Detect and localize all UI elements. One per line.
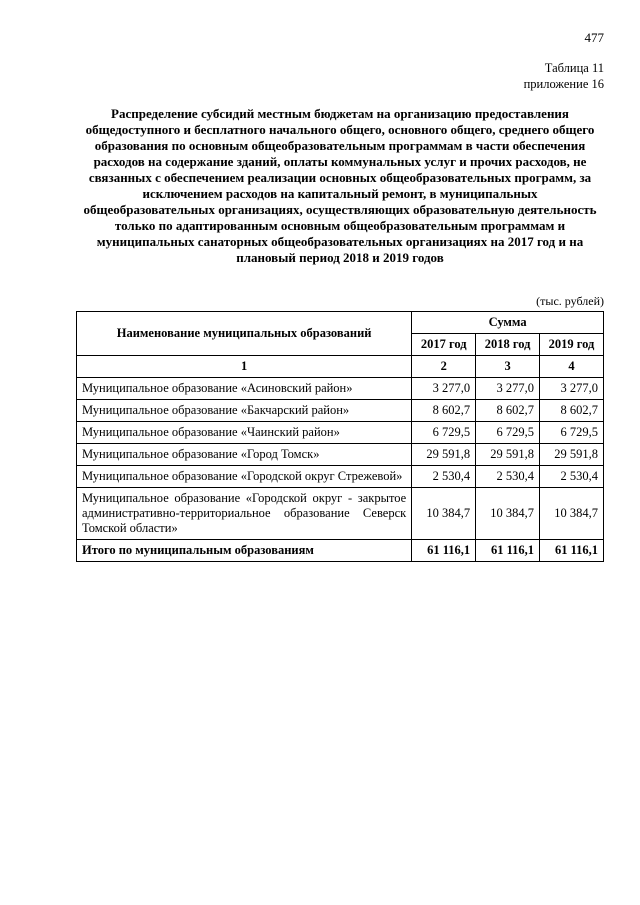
table-row bbox=[77, 488, 604, 540]
col-number-3: 3 bbox=[476, 356, 540, 378]
value-2018: 10 384,7 bbox=[476, 488, 540, 540]
document-labels bbox=[76, 60, 604, 92]
value-2019: 10 384,7 bbox=[540, 488, 604, 540]
total-row bbox=[77, 540, 604, 562]
page-number: 477 bbox=[584, 30, 604, 45]
municipality-name: Муниципальное образование «Бакчарский район» bbox=[77, 400, 412, 422]
value-2017: 8 602,7 bbox=[412, 400, 476, 422]
value-2018: 3 277,0 bbox=[476, 378, 540, 400]
total-label: Итого по муниципальным образованиям bbox=[77, 540, 412, 562]
table-row bbox=[77, 400, 604, 422]
municipality-name: Муниципальное образование «Городской округ - закрытое административно-территориальное образование Северск Томской области» bbox=[77, 488, 412, 540]
sum-column-header: Сумма bbox=[412, 312, 604, 334]
value-2017: 29 591,8 bbox=[412, 444, 476, 466]
value-2017: 10 384,7 bbox=[412, 488, 476, 540]
value-2017: 2 530,4 bbox=[412, 466, 476, 488]
table-row bbox=[77, 378, 604, 400]
col-number-1: 1 bbox=[77, 356, 412, 378]
value-2019: 3 277,0 bbox=[540, 378, 604, 400]
municipality-name: Муниципальное образование «Асиновский район» bbox=[77, 378, 412, 400]
table-label: Таблица 11 bbox=[544, 61, 604, 75]
value-2017: 6 729,5 bbox=[412, 422, 476, 444]
value-2019: 8 602,7 bbox=[540, 400, 604, 422]
total-2019: 61 116,1 bbox=[540, 540, 604, 562]
value-2018: 6 729,5 bbox=[476, 422, 540, 444]
subsidy-table bbox=[76, 311, 604, 562]
units-note: (тыс. рублей) bbox=[536, 294, 604, 308]
value-2017: 3 277,0 bbox=[412, 378, 476, 400]
total-2018: 61 116,1 bbox=[476, 540, 540, 562]
table-row bbox=[77, 444, 604, 466]
value-2019: 2 530,4 bbox=[540, 466, 604, 488]
municipality-name: Муниципальное образование «Городской округ Стрежевой» bbox=[77, 466, 412, 488]
appendix-label: приложение 16 bbox=[523, 77, 604, 91]
col-number-2: 2 bbox=[412, 356, 476, 378]
col-number-4: 4 bbox=[540, 356, 604, 378]
column-numbers-row bbox=[77, 356, 604, 378]
municipality-name: Муниципальное образование «Чаинский район» bbox=[77, 422, 412, 444]
value-2019: 6 729,5 bbox=[540, 422, 604, 444]
year-header-2017: 2017 год bbox=[412, 334, 476, 356]
value-2019: 29 591,8 bbox=[540, 444, 604, 466]
table-row bbox=[77, 466, 604, 488]
value-2018: 29 591,8 bbox=[476, 444, 540, 466]
header-row-1 bbox=[77, 312, 604, 334]
table-row bbox=[77, 422, 604, 444]
year-header-2018: 2018 год bbox=[476, 334, 540, 356]
year-header-2019: 2019 год bbox=[540, 334, 604, 356]
name-column-header: Наименование муниципальных образований bbox=[77, 312, 412, 356]
municipality-name: Муниципальное образование «Город Томск» bbox=[77, 444, 412, 466]
value-2018: 2 530,4 bbox=[476, 466, 540, 488]
value-2018: 8 602,7 bbox=[476, 400, 540, 422]
document-title: Распределение субсидий местным бюджетам на организацию предоставления общедоступного и бесплатного начального общего, основного общего, среднего общего образования по основным общеобразовательным программам в части обеспечения расходов на содержание зданий, оплаты коммунальных услуг и прочих расходов, не связанных с обеспечением реализации основных общеобразовательных программ, за исключением расходов на капитальный ремонт, в муниципальных общеобразовательных организациях, осуществляющих образовательную деятельность только по адаптированным основным общеобразовательным программам и муниципальных санаторных общеобразовательных организациях на 2017 год и на плановый период 2018 и 2019 годов bbox=[83, 106, 597, 265]
total-2017: 61 116,1 bbox=[412, 540, 476, 562]
document-page bbox=[76, 0, 604, 562]
